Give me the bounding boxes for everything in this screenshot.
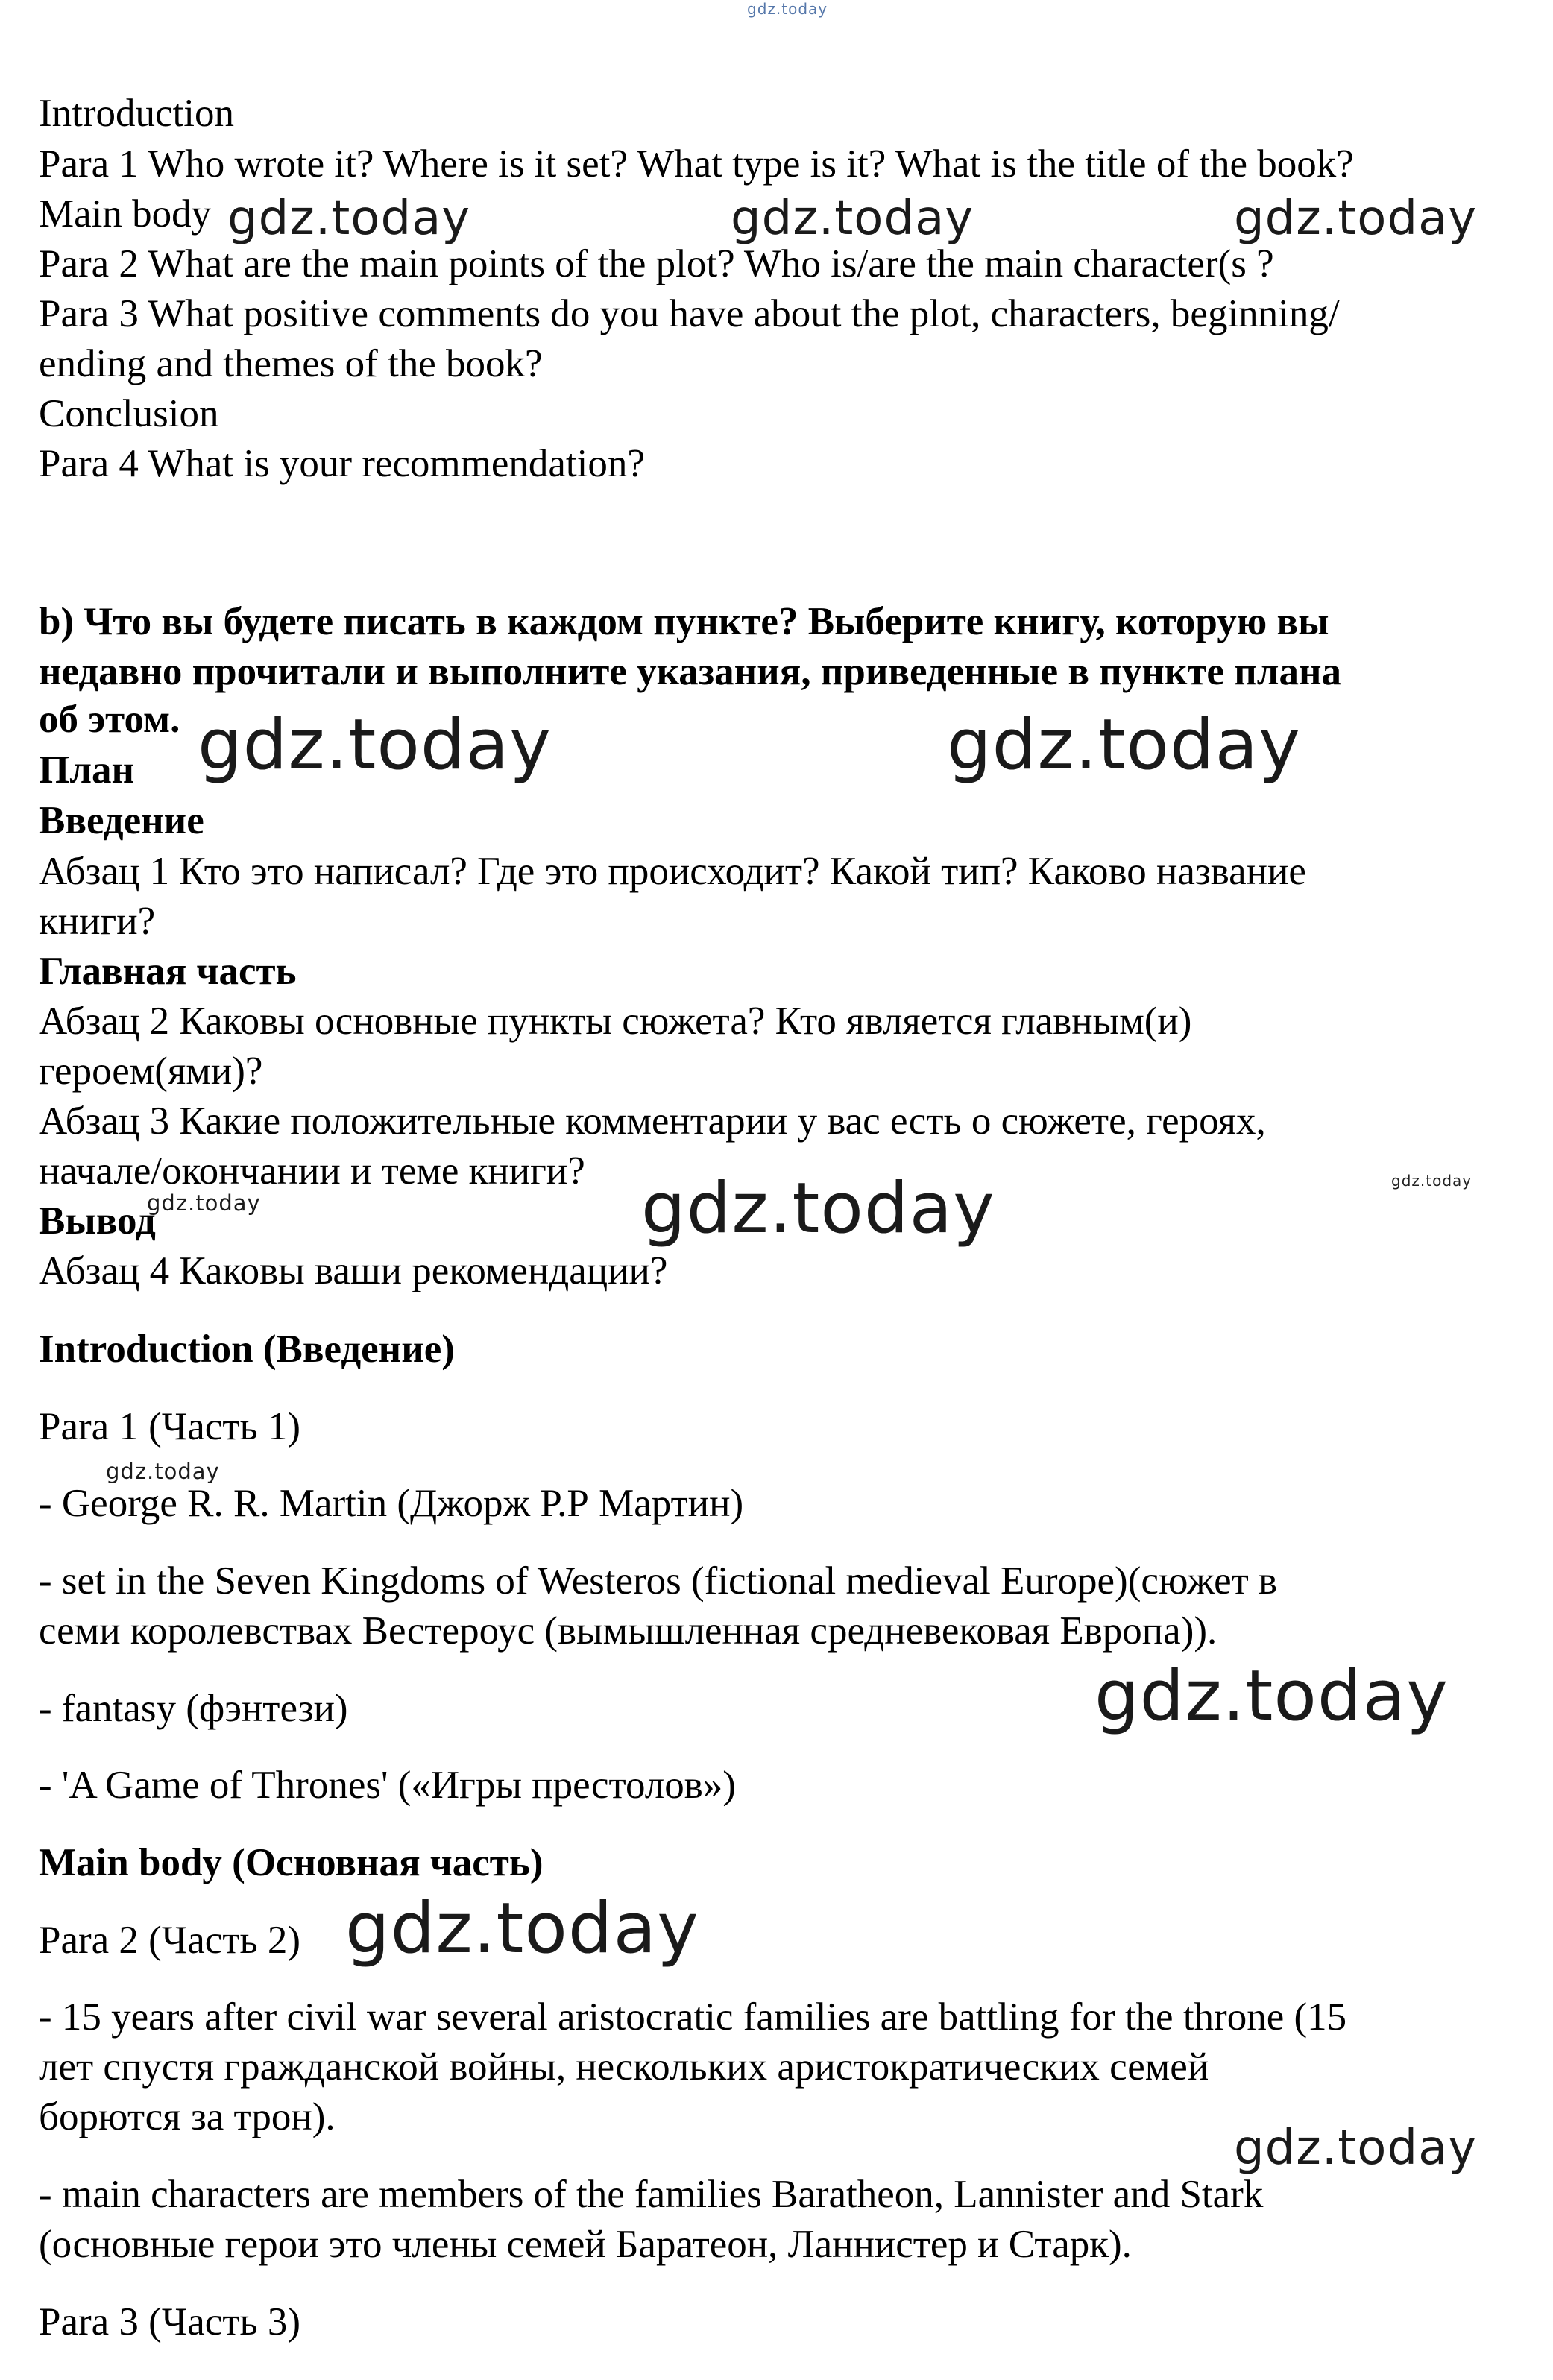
heading-introduction: Introduction xyxy=(39,92,234,135)
watermark: gdz.today xyxy=(198,704,552,786)
text-line: борются за трон). xyxy=(39,2095,336,2138)
heading-main-body-answer: Main body (Основная часть) xyxy=(39,1841,544,1884)
para-1-heading: Para 1 (Часть 1) xyxy=(39,1405,301,1448)
watermark: gdz.today xyxy=(106,1459,220,1484)
para-3-heading: Para 3 (Часть 3) xyxy=(39,2300,301,2343)
text-line: Para 2 What are the main points of the plot? Who is/are the main character(s ? xyxy=(39,242,1274,285)
watermark: gdz.today xyxy=(227,191,471,246)
watermark: gdz.today xyxy=(1094,1655,1449,1737)
text-line: - 'A Game of Thrones' («Игры престолов») xyxy=(39,1764,736,1807)
text-line: Абзац 4 Каковы ваши рекомендации? xyxy=(39,1249,668,1292)
task-b-line: об этом. xyxy=(39,698,180,741)
text-line: - main characters are members of the families Baratheon, Lannister and Stark xyxy=(39,2173,1264,2216)
text-line: Абзац 3 Какие положительные комментарии у вас есть о сюжете, героях, xyxy=(39,1099,1266,1143)
watermark: gdz.today xyxy=(731,191,974,246)
text-line: героем(ями)? xyxy=(39,1049,263,1093)
watermark: gdz.today xyxy=(345,1888,699,1969)
watermark: gdz.today xyxy=(947,704,1301,786)
heading-plan: План xyxy=(39,748,134,792)
text-line: - 15 years after civil war several aristocratic families are battling for the throne (15 xyxy=(39,1995,1347,2039)
heading-vyvod: Вывод xyxy=(39,1199,156,1243)
text-line: семи королевствах Вестероус (вымышленная средневековая Европа)). xyxy=(39,1609,1217,1653)
text-line: Para 1 Who wrote it? Where is it set? What type is it? What is the title of the book? xyxy=(39,142,1354,186)
watermark: gdz.today xyxy=(1234,191,1478,246)
text-line: Абзац 1 Кто это написал? Где это происходит? Какой тип? Каково название xyxy=(39,850,1306,893)
watermark: gdz.today xyxy=(1234,2121,1478,2176)
heading-main-body: Main body xyxy=(39,192,212,236)
watermark: gdz.today xyxy=(1391,1172,1472,1190)
watermark-top: gdz.today xyxy=(747,0,828,18)
text-line: лет спустя гражданской войны, нескольких аристократических семей xyxy=(39,2045,1209,2089)
text-line: - fantasy (фэнтези) xyxy=(39,1687,348,1730)
watermark: gdz.today xyxy=(147,1190,261,1216)
heading-glavnaya-chast: Главная часть xyxy=(39,950,297,993)
text-line: Para 4 What is your recommendation? xyxy=(39,442,645,485)
watermark: gdz.today xyxy=(641,1168,995,1249)
text-line: - George R. R. Martin (Джорж Р.Р Мартин) xyxy=(39,1482,744,1525)
text-line: ending and themes of the book? xyxy=(39,342,543,385)
heading-conclusion: Conclusion xyxy=(39,392,219,435)
text-line: Абзац 2 Каковы основные пункты сюжета? Кто является главным(и) xyxy=(39,1000,1192,1043)
para-2-heading: Para 2 (Часть 2) xyxy=(39,1919,301,1962)
text-line: (основные герои это члены семей Баратеон, Ланнистер и Старк). xyxy=(39,2223,1132,2266)
text-line: - set in the Seven Kingdoms of Westeros (fictional medieval Europe)(сюжет в xyxy=(39,1559,1278,1603)
text-line: начале/окончании и теме книги? xyxy=(39,1149,585,1193)
task-b-line: недавно прочитали и выполните указания, приведенные в пункте плана xyxy=(39,650,1342,693)
task-b-line: b) Что вы будете писать в каждом пункте? Выберите книгу, которую вы xyxy=(39,600,1329,643)
text-line: книги? xyxy=(39,900,156,943)
heading-vvedenie: Введение xyxy=(39,799,204,842)
text-line: Para 3 What positive comments do you have about the plot, characters, beginning/ xyxy=(39,292,1340,335)
heading-introduction-answer: Introduction (Введение) xyxy=(39,1328,455,1371)
